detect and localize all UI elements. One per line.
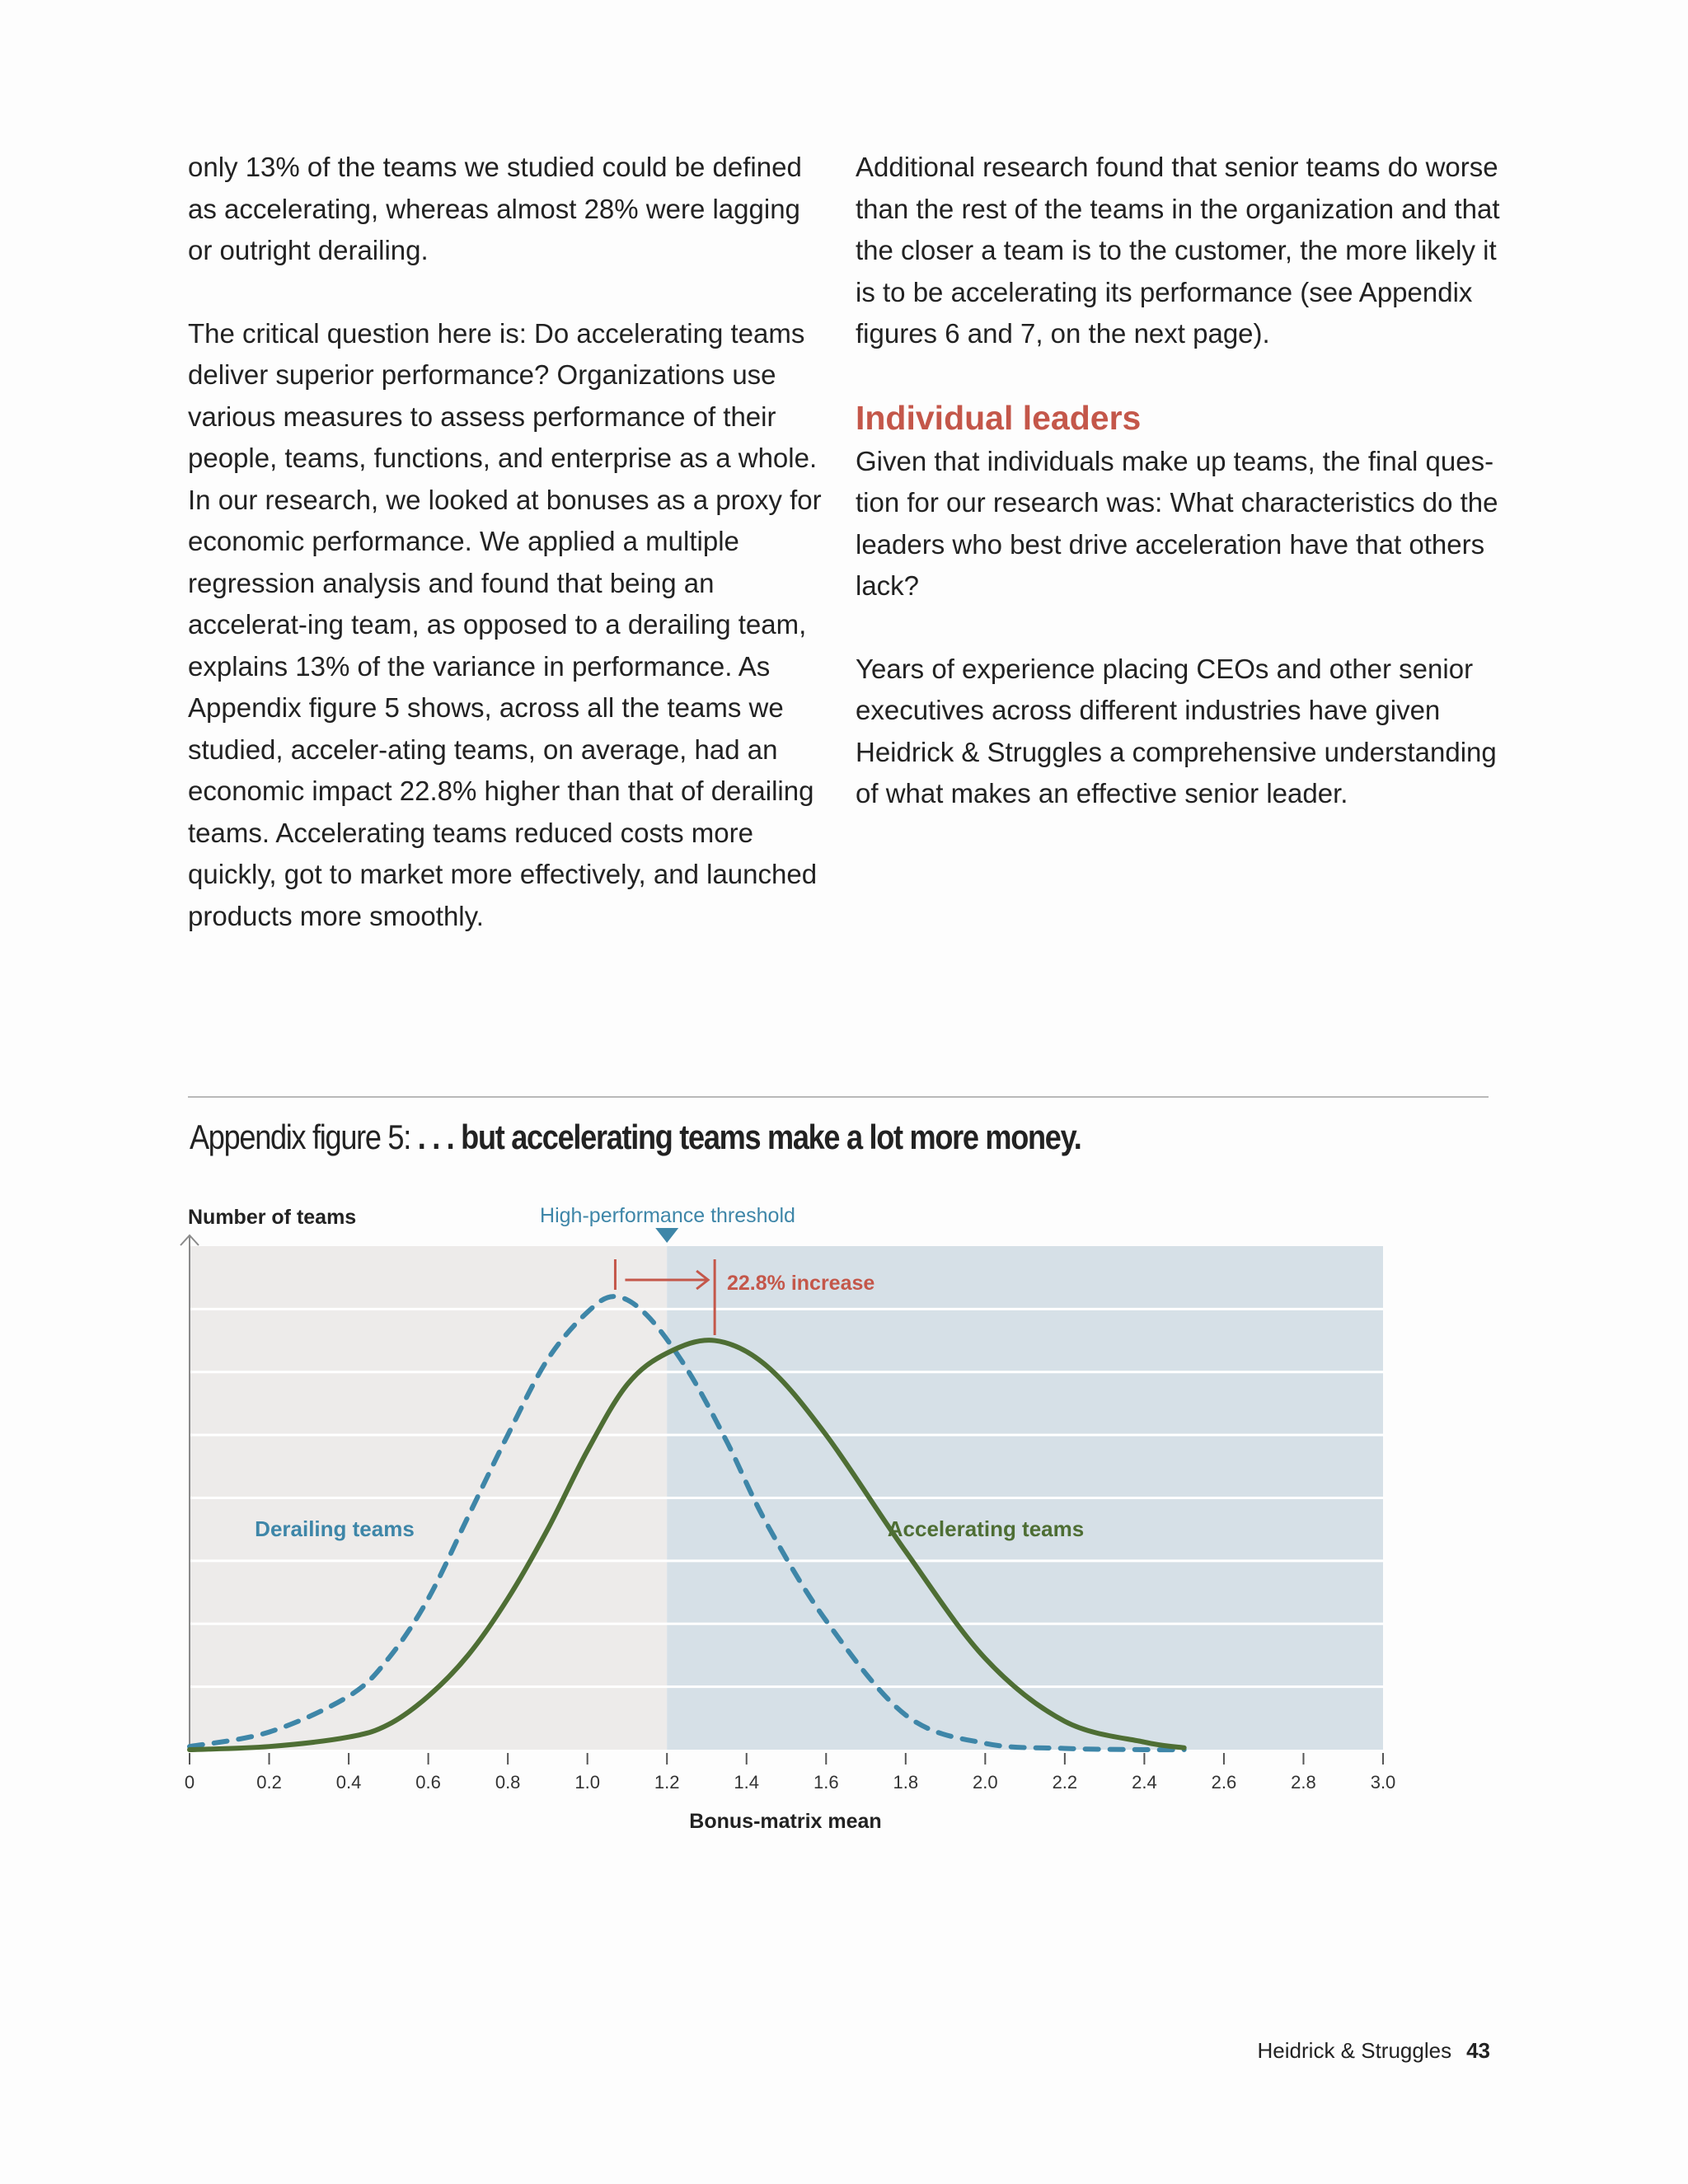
figure-title-bold: . . . but accelerating teams make a lot more money. — [417, 1118, 1081, 1156]
x-tick-label: 1.0 — [574, 1772, 600, 1793]
x-tick-label: 0.8 — [495, 1772, 521, 1793]
x-tick-label: 2.8 — [1291, 1772, 1316, 1793]
page-footer — [1258, 2036, 1490, 2065]
y-axis-label: Number of teams — [188, 1206, 357, 1229]
right-paragraph-2: Given that individuals make up teams, the final ques-tion for our research was: What characteristics do the leaders who best drive acceleration have that others lack? — [856, 445, 1498, 601]
x-axis-ticks — [185, 1753, 1395, 1793]
figure-label: Appendix figure 5: — [190, 1118, 410, 1156]
left-paragraph-1: only 13% of the teams we studied could be defined as accelerating, whereas almost 28% were lagging or outright derailing. — [188, 152, 802, 265]
footer-brand: Heidrick & Struggles — [1257, 2038, 1452, 2063]
series-label-derailing: Derailing teams — [255, 1516, 415, 1541]
series-label-accelerating: Accelerating teams — [887, 1516, 1085, 1541]
right-paragraph-1: Additional research found that senior teams do worse than the rest of the teams in the organization and that the closer a team is to the customer, the more likely it is to be accelerating its performance (see Appendix figures 6 and 7, on the next page). — [856, 152, 1500, 349]
left-paragraph-2: The critical question here is: Do accelerating teams deliver superior performance? Organizations use various measures to assess performance of their people, teams, functions, and enterprise as a whole. In our research, we looked at bonuses as a proxy for economic performance. We applied a multiple regression analysis and found that being an accelerat-ing team, as opposed to a derailing team, explains 13% of the variance in performance. As Appendix figure 5 shows, across all the teams we studied, acceler-ating teams, on average, had an economic impact 22.8% higher than that of derailing teams. Accelerating teams reduced costs more quickly, got to market more effectively, and launched products more smoothly. — [188, 317, 822, 931]
x-tick-label: 0 — [184, 1772, 195, 1793]
threshold-marker-icon — [655, 1228, 678, 1243]
x-tick-label: 0.2 — [256, 1772, 282, 1793]
x-tick-label: 2.0 — [973, 1772, 998, 1793]
x-tick-label: 2.2 — [1052, 1772, 1078, 1793]
x-tick-label: 0.4 — [335, 1772, 362, 1793]
x-tick-label: 1.4 — [734, 1772, 760, 1793]
x-axis-label: Bonus-matrix mean — [689, 1810, 882, 1833]
threshold-label: High-performance threshold — [540, 1204, 795, 1227]
x-tick-label: 2.6 — [1211, 1772, 1237, 1793]
x-tick-label: 2.4 — [1132, 1772, 1157, 1793]
section-heading: Individual leaders — [856, 398, 1142, 437]
x-tick-label: 1.8 — [893, 1772, 919, 1793]
right-paragraph-3: Years of experience placing CEOs and other senior executives across different industries have given Heidrick & Struggles a comprehensive understanding of what makes an effective senior leader. — [856, 653, 1497, 808]
x-tick-label: 0.6 — [415, 1772, 441, 1793]
increase-label: 22.8% increase — [727, 1272, 875, 1295]
x-tick-label: 3.0 — [1370, 1772, 1396, 1793]
x-tick-label: 1.2 — [654, 1772, 680, 1793]
page-number: 43 — [1466, 2038, 1490, 2063]
x-tick-label: 1.6 — [813, 1772, 839, 1793]
